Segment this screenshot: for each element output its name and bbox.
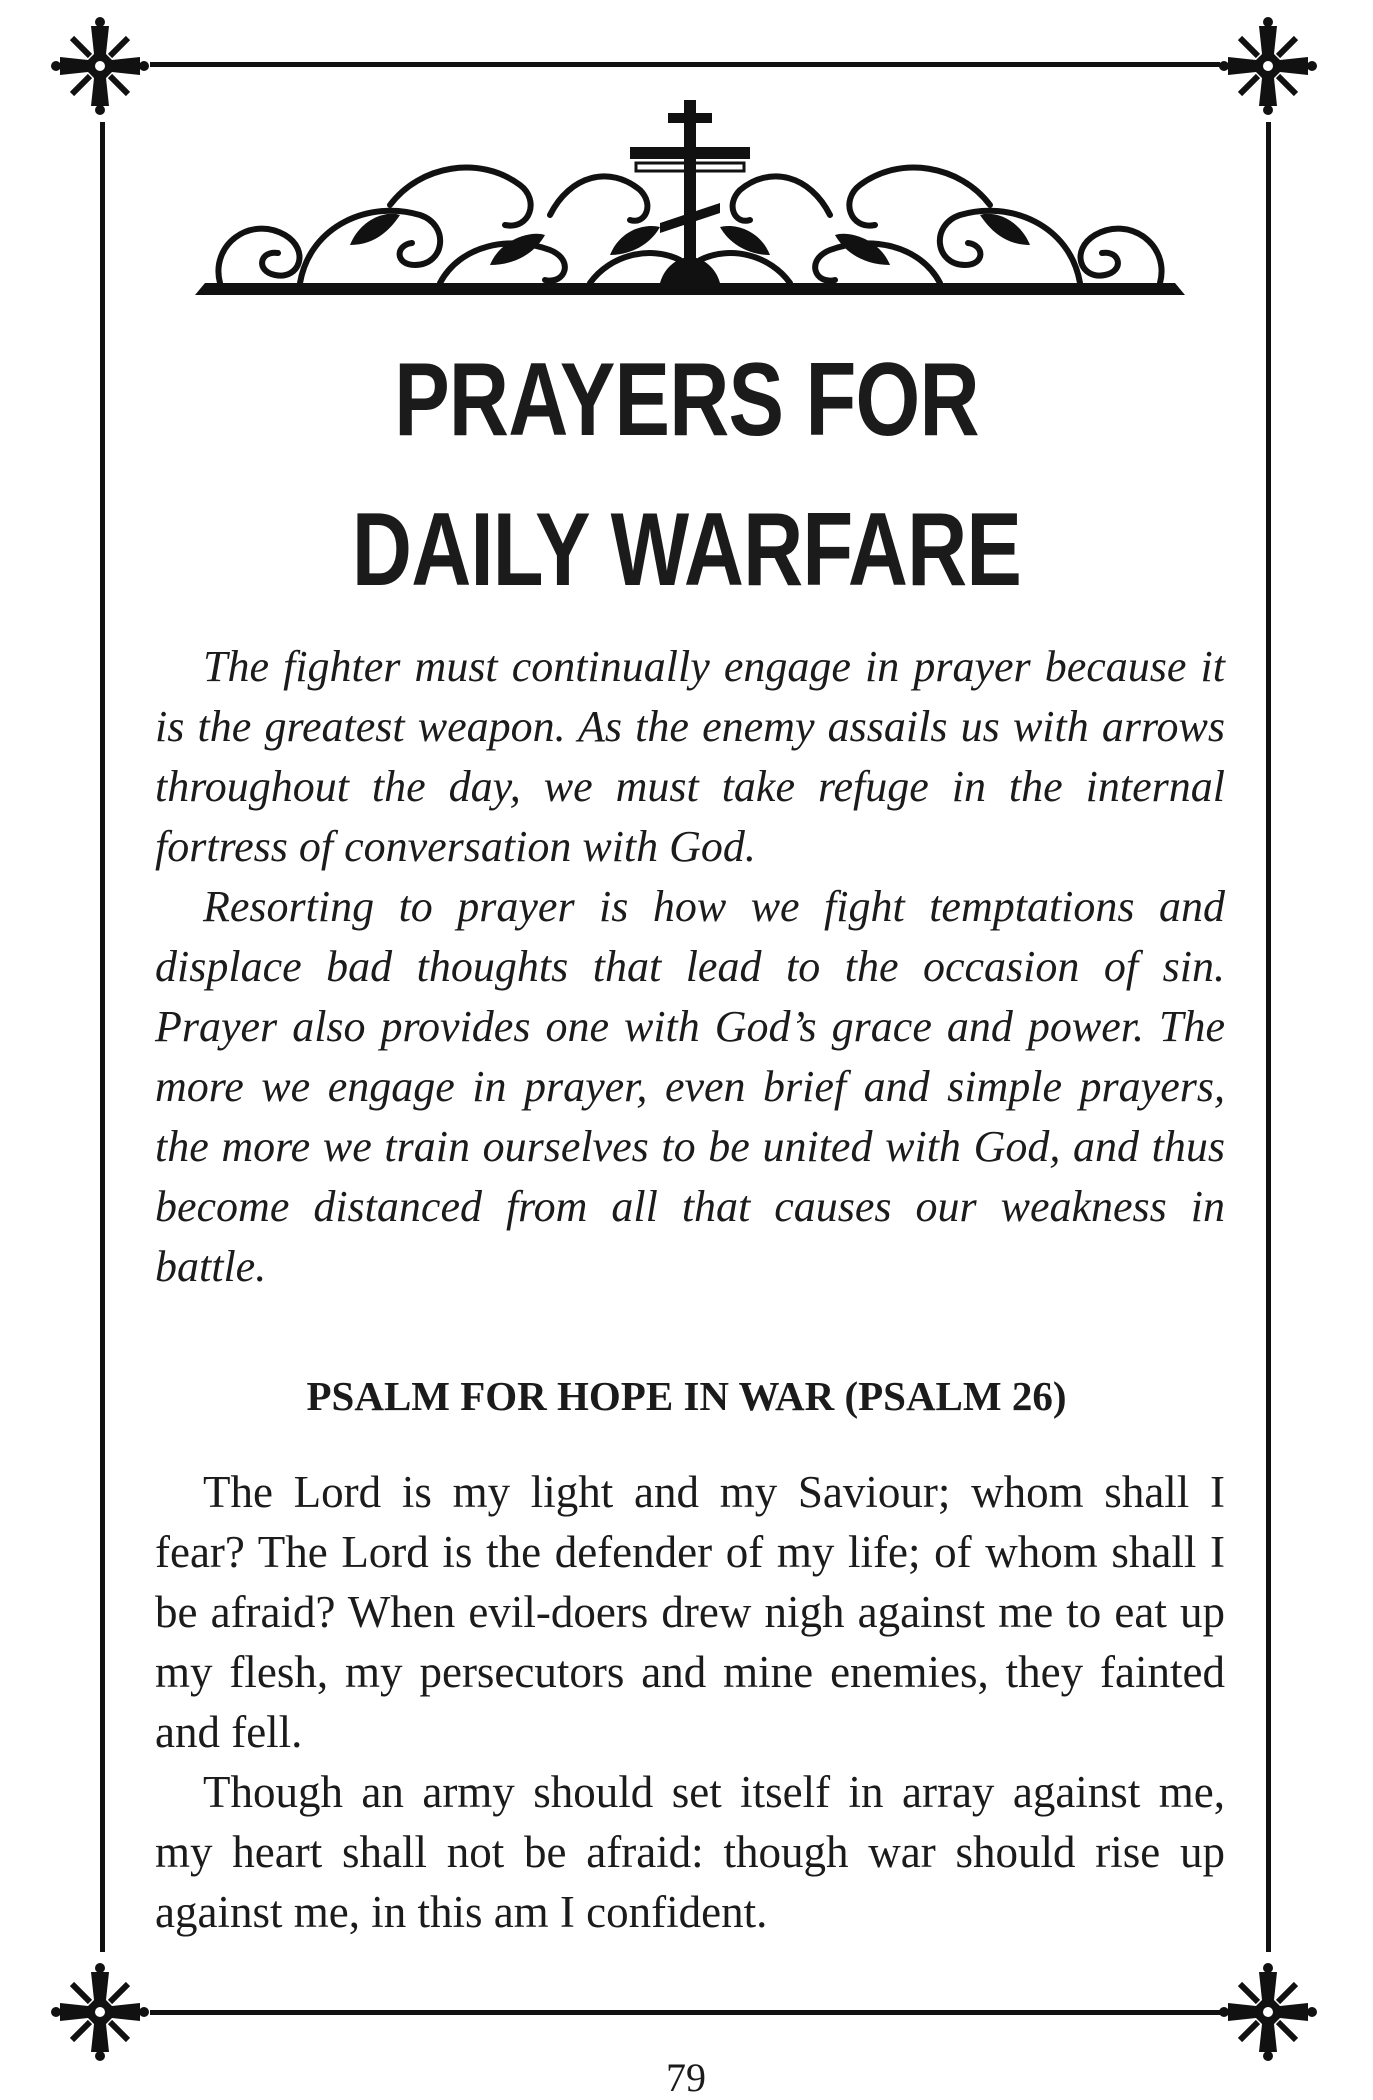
- psalm-text: [155, 1462, 1225, 1942]
- intro-text: [155, 637, 1225, 1297]
- intro-paragraph: Resorting to prayer is how we fight temptations and displace bad thoughts that lead to the occasion of sin. Prayer also provides one with God’s grace and power. The more we engage in prayer, even brief and simple prayers, the more we train ourselves to be united with God, and thus become distanced from all that causes our weakness in battle.: [155, 882, 1225, 1291]
- title-line-2: DAILY WARFARE: [351, 492, 1022, 608]
- border-left-line: [100, 122, 105, 1952]
- border-top-line: [150, 62, 1220, 67]
- border-right-line: [1266, 122, 1271, 1952]
- psalm-heading: PSALM FOR HOPE IN WAR (PSALM 26): [306, 1373, 1067, 1419]
- cross-pattee-icon: [51, 17, 149, 115]
- cross-pattee-icon: [1219, 17, 1317, 115]
- intro-paragraph: The fighter must continually engage in prayer because it is the greatest weapon. As the enemy assails us with arrows throughout the day, we must take refuge in the internal fortress of conversation with God.: [155, 642, 1225, 871]
- title-line-1: PRAYERS FOR: [394, 342, 979, 458]
- psalm-paragraph: The Lord is my light and my Saviour; whom shall I fear? The Lord is the defender of my life; of whom shall I be afraid? When evil-doers drew nigh against me to eat up my flesh, my persecutors and mine enemies, they fainted and fell.: [155, 1467, 1225, 1757]
- cross-pattee-icon: [51, 1963, 149, 2061]
- psalm-paragraph: Though an army should set itself in array against me, my heart shall not be afraid: though war should rise up against me, in this am I confident.: [155, 1767, 1225, 1937]
- page-title: [257, 325, 1115, 625]
- orthodox-cross-ornament-icon: [190, 95, 1190, 305]
- cross-pattee-icon: [1219, 1963, 1317, 2061]
- border-bottom-line: [150, 2010, 1220, 2015]
- page-number: 79: [666, 2055, 706, 2100]
